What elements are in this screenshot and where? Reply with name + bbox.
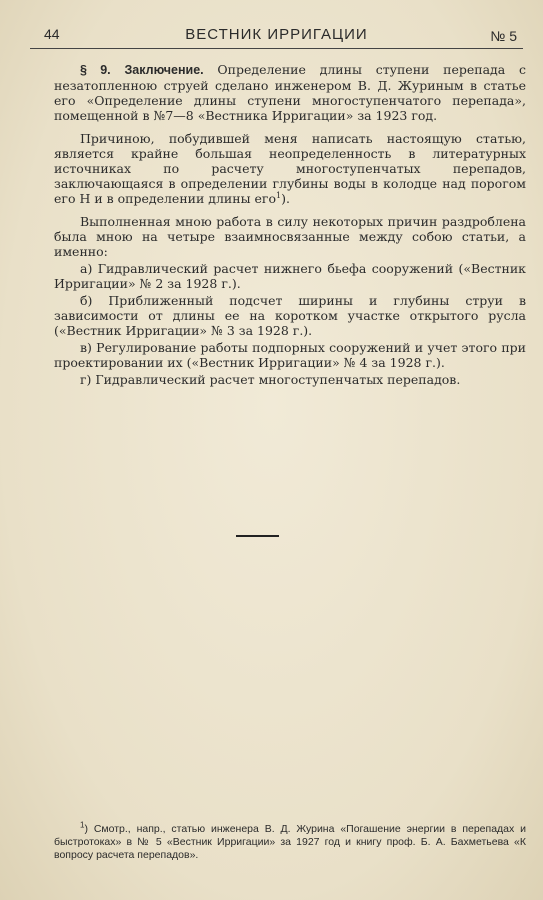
section-heading: Заключение. xyxy=(124,63,204,77)
footnote-ref: 1 xyxy=(276,190,282,200)
section-text: Определение длины ступени перепада с незатопленною струей сделано инженером В. Д. Журиным в статье его «Определение длины ступени многоступенчатого перепада», помещенной в №7—8 «Вестника Ирригации» за 1923 год. xyxy=(54,62,526,123)
reason-paragraph xyxy=(54,131,526,206)
reason-text: Причиною, побудившей меня написать настоящую статью, является крайне большая неопределенность в литературных источниках по расчету многоступенчатых перепадов, заключающаяся в определении глубины воды в колодце над порогом его H и в определении длины его xyxy=(54,131,526,206)
running-header xyxy=(30,26,523,49)
reason-text-end: ). xyxy=(281,191,290,206)
work-paragraph: Выполненная мною работа в силу некоторых причин раздроблена была мною на четыре взаимносвязанные между собою статьи, а именно: xyxy=(54,214,526,259)
section-number: § 9. xyxy=(80,63,111,77)
footnote-text xyxy=(54,820,526,862)
issue-number: № 5 xyxy=(490,28,517,44)
article-body xyxy=(54,62,526,387)
list-item-b: б) Приближенный подсчет ширины и глубины струи в зависимости от длины ее на коротком участке открытого русла («Вестник Ирригации» № 3 за 1928 г.). xyxy=(54,293,526,338)
section-paragraph xyxy=(54,62,526,123)
list-item-a: а) Гидравлический расчет нижнего бьефа сооружений («Вестник Ирригации» № 2 за 1928 г.). xyxy=(54,261,526,291)
end-rule xyxy=(236,535,279,537)
footnote-marker: 1 xyxy=(80,820,85,830)
footnote-body: ) Смотр., напр., статью инженера В. Д. Журина «Погашение энергии в перепадах и быстротоках» в № 5 «Вестник Ирригации» за 1927 год и книгу проф. Б. А. Бахметьева «К вопросу расчета перепадов». xyxy=(54,823,526,861)
page-number: 44 xyxy=(44,26,60,42)
list-item-c: в) Регулирование работы подпорных сооружений и учет этого при проектировании их («Вестник Ирригации» № 4 за 1928 г.). xyxy=(54,340,526,370)
footnote xyxy=(54,820,526,862)
list-item-d: г) Гидравлический расчет многоступенчатых перепадов. xyxy=(80,372,461,387)
journal-title: ВЕСТНИК ИРРИГАЦИИ xyxy=(185,26,368,43)
